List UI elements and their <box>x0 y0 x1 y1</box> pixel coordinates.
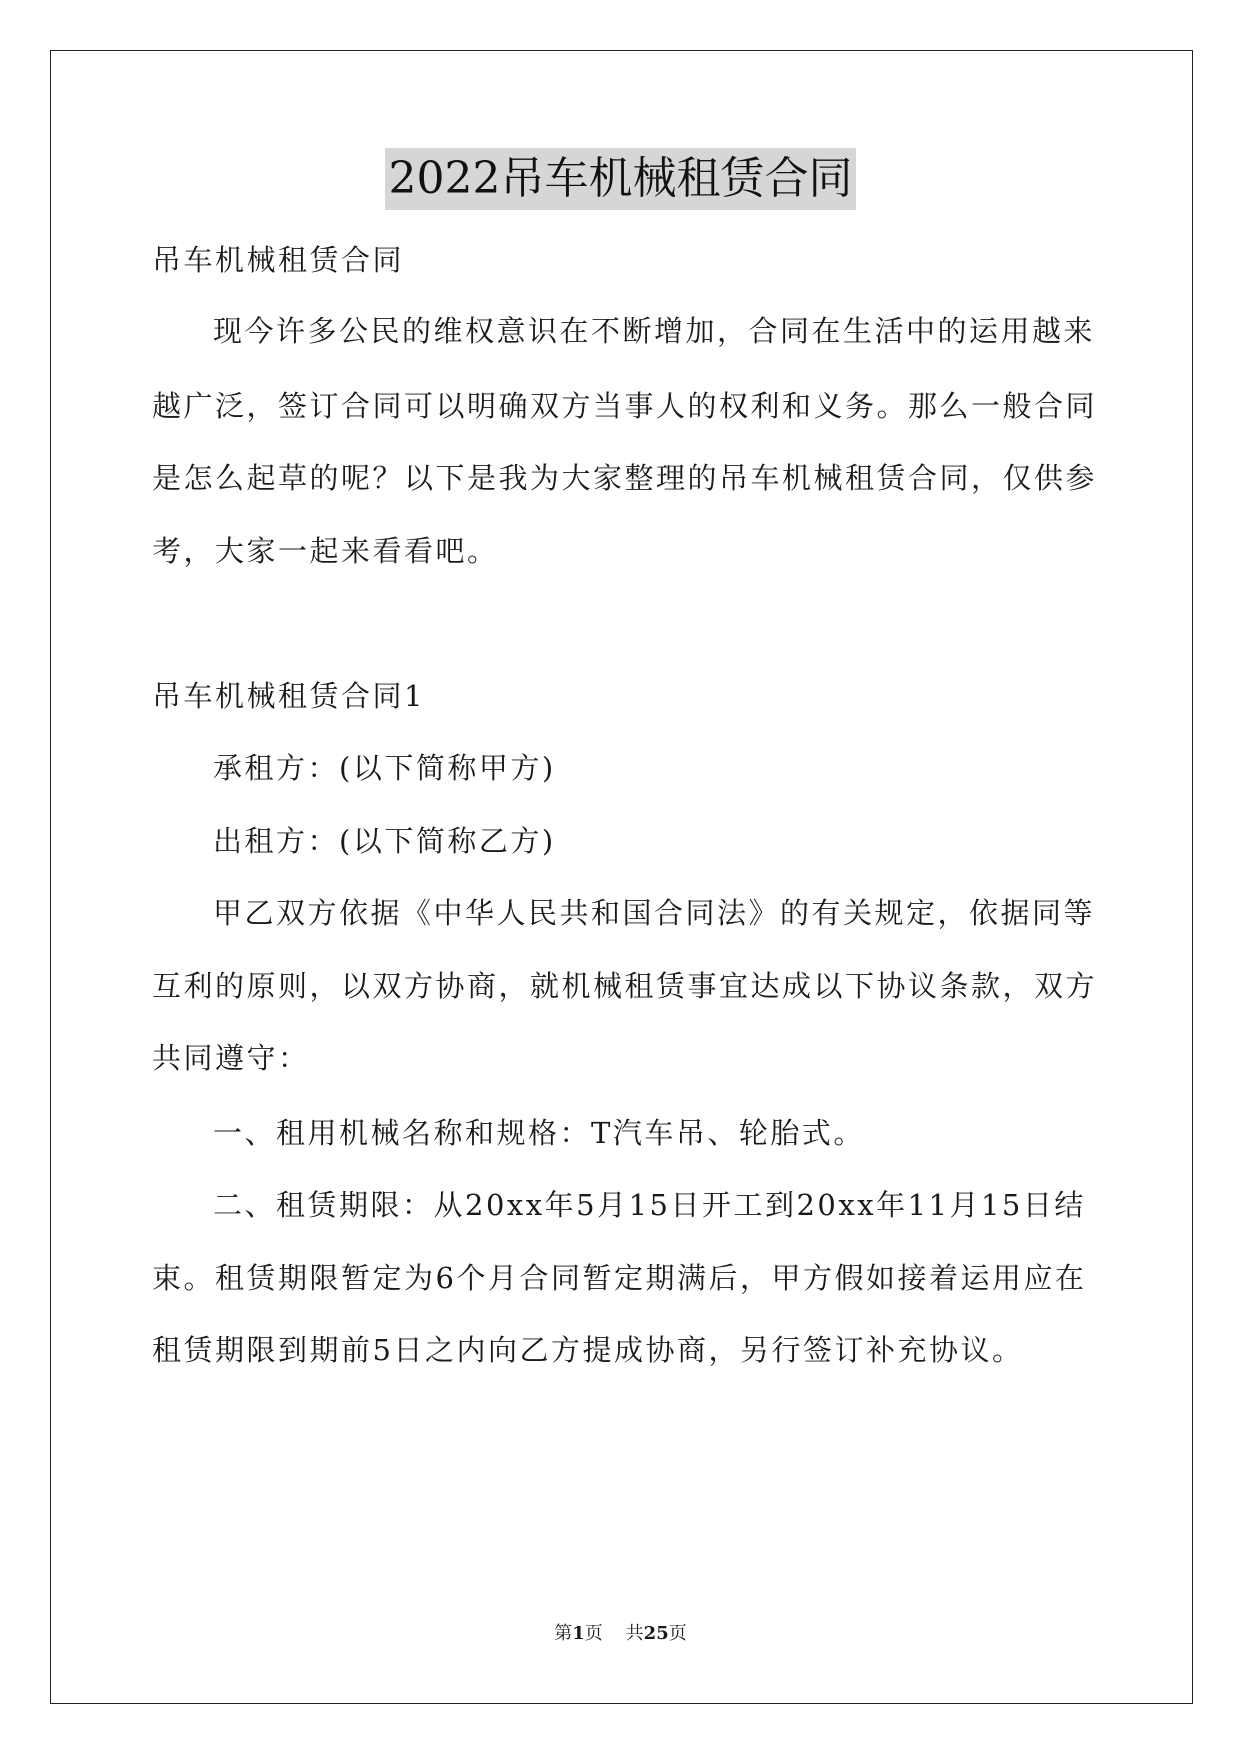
lessee-line: 承租方：(以下简称甲方) <box>213 751 556 785</box>
page-prefix: 第 <box>554 1623 573 1644</box>
paragraph-line: 共同遵守： <box>152 1041 310 1075</box>
total-pages: 25 <box>643 1623 669 1644</box>
paragraph-line: 考，大家一起来看看吧。 <box>152 534 499 568</box>
total-prefix: 共 <box>625 1623 644 1644</box>
page-border <box>50 50 1193 1704</box>
page-suffix: 页 <box>584 1623 603 1644</box>
section-heading: 吊车机械租赁合同 <box>152 243 405 277</box>
total-suffix: 页 <box>668 1623 687 1644</box>
clause-two: 二、租赁期限：从20xx年5月15日开工到20xx年11月15日结 <box>213 1188 1086 1222</box>
contract-heading: 吊车机械租赁合同1 <box>152 679 425 713</box>
paragraph-line: 租赁期限到期前5日之内向乙方提成协商，另行签订补充协议。 <box>152 1333 1024 1367</box>
title-container <box>0 148 1241 210</box>
paragraph-line: 是怎么起草的呢？以下是我为大家整理的吊车机械租赁合同，仅供参 <box>152 461 1098 495</box>
clause-one: 一、租用机械名称和规格：T汽车吊、轮胎式。 <box>213 1116 865 1150</box>
paragraph-line: 现今许多公民的维权意识在不断增加，合同在生活中的运用越来 <box>213 314 1096 348</box>
lessor-line: 出租方：(以下简称乙方) <box>213 824 556 858</box>
page-number: 1 <box>572 1623 585 1644</box>
document-title: 2022吊车机械租赁合同 <box>385 148 857 210</box>
paragraph-line: 束。租赁期限暂定为6个月合同暂定期满后，甲方假如接着运用应在 <box>152 1261 1087 1295</box>
paragraph-line: 越广泛，签订合同可以明确双方当事人的权利和义务。那么一般合同 <box>152 389 1098 423</box>
page-footer <box>0 1622 1241 1646</box>
paragraph-line: 甲乙双方依据《中华人民共和国合同法》的有关规定，依据同等 <box>213 896 1096 930</box>
paragraph-line: 互利的原则，以双方协商，就机械租赁事宜达成以下协议条款，双方 <box>152 969 1098 1003</box>
